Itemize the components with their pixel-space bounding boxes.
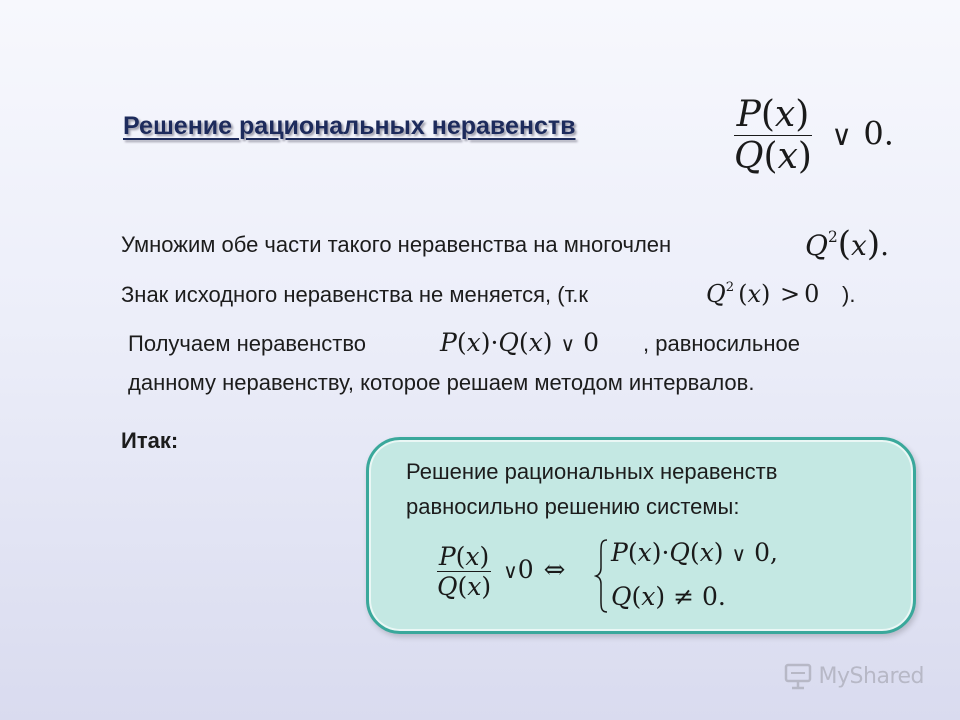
title-numerator: P(x) bbox=[736, 94, 810, 135]
line-3: Получаем неравенство bbox=[128, 331, 367, 356]
system-brace bbox=[594, 538, 610, 614]
slide-title: Решение рациональных неравенств bbox=[123, 112, 576, 140]
line-4: данному неравенству, которое решаем методом интервалов. bbox=[128, 370, 755, 395]
presentation-icon bbox=[783, 662, 813, 690]
box-denominator: Q(x) bbox=[437, 572, 492, 601]
line-3-end: , равносильное bbox=[643, 331, 800, 356]
line-2: Знак исходного неравенства не меняется, (т.к bbox=[121, 282, 588, 307]
formula-q-squared: $Q^2(x)$. bbox=[805, 224, 889, 264]
equivalence-arrow: ⇔ bbox=[543, 555, 566, 585]
title-sign: ∨ bbox=[831, 118, 852, 152]
system-line-2: Q(x) ≠ 0. bbox=[611, 582, 726, 611]
line-2-end: ). bbox=[842, 282, 856, 307]
line-1: Умножим обе части такого неравенства на многочлен bbox=[121, 232, 672, 257]
title-zero: 0 bbox=[863, 114, 884, 153]
title-denominator: Q(x) bbox=[734, 136, 812, 177]
box-formula-left: $\frac{P(x)}{Q(x)}$ ∨0 ⇔ bbox=[437, 542, 566, 601]
watermark-text: MyShared bbox=[818, 663, 924, 689]
box-line-1: Решение рациональных неравенств bbox=[406, 459, 778, 484]
box-numerator: P(x) bbox=[438, 542, 490, 571]
box-fraction bbox=[437, 542, 491, 601]
watermark bbox=[783, 662, 924, 690]
title-fraction bbox=[734, 94, 812, 177]
box-sign: ∨ bbox=[503, 559, 518, 583]
system-line-1: P(x)·Q(x) ∨ 0, bbox=[611, 538, 778, 567]
formula-q-squared-positive: $Q^2$ (x) > 0 bbox=[706, 280, 820, 309]
box-line-2: равносильно решению системы: bbox=[406, 494, 740, 519]
title-formula: $\frac{P(x)}{Q(x)}$ ∨ 0. bbox=[734, 94, 894, 177]
conclusion-label: Итак: bbox=[121, 428, 179, 453]
formula-product: P(x)·Q(x) ∨ 0 bbox=[440, 328, 600, 357]
